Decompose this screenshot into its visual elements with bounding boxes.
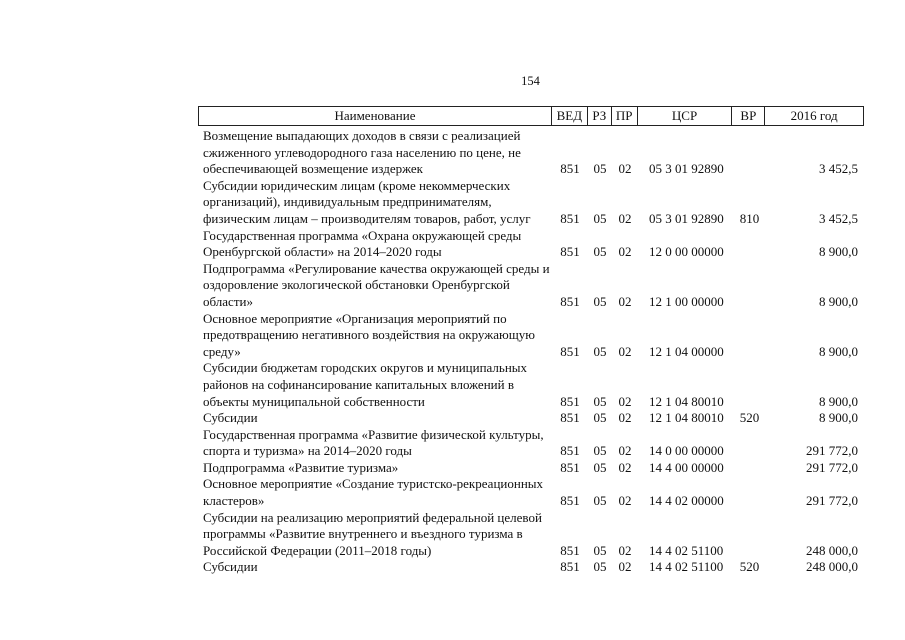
row-csr: 14 0 00 00000 (649, 443, 724, 459)
row-name-line: Субсидии на реализацию мероприятий федеральной целевой (203, 509, 542, 525)
row-pr: 02 (618, 493, 632, 509)
row-sum: 248 000,0 (806, 542, 858, 558)
row-pr: 02 (618, 244, 632, 260)
row-name-line: предотвращению негативного воздействия на окружающую (203, 327, 535, 343)
row-sum: 3 452,5 (819, 161, 858, 177)
row-name-line: кластеров» (203, 493, 265, 509)
row-name-line: среду» (203, 343, 241, 359)
row-csr: 14 4 00 00000 (649, 459, 724, 475)
table-row (198, 311, 864, 361)
row-pr: 02 (618, 410, 632, 426)
row-name (198, 510, 552, 560)
row-sum: 8 900,0 (819, 343, 858, 359)
row-ved: 851 (560, 393, 580, 409)
table-row (198, 128, 864, 178)
row-name-line: Государственная программа «Развитие физической культуры, (203, 426, 544, 442)
row-rz: 05 (593, 410, 607, 426)
row-sum: 8 900,0 (819, 244, 858, 260)
row-pr: 02 (618, 293, 632, 309)
table-row (198, 261, 864, 311)
header-csr: ЦСР (638, 107, 733, 125)
row-sum: 291 772,0 (806, 443, 858, 459)
row-rz: 05 (593, 542, 607, 558)
row-sum: 3 452,5 (819, 210, 858, 226)
row-csr: 14 4 02 51100 (649, 542, 724, 558)
row-vr: 520 (739, 559, 760, 575)
table-row (198, 427, 864, 460)
row-csr: 12 1 04 80010 (649, 393, 724, 409)
row-name-line: Субсидии (203, 559, 258, 575)
row-name-line: организаций), индивидуальным предпринимателям, (203, 194, 492, 210)
row-name (198, 261, 552, 311)
row-rz: 05 (593, 443, 607, 459)
row-rz: 05 (593, 210, 607, 226)
row-name (198, 228, 552, 261)
row-name-line: Государственная программа «Охрана окружающей среды (203, 227, 522, 243)
row-ved: 851 (560, 542, 580, 558)
header-ved: ВЕД (552, 107, 588, 125)
row-pr: 02 (618, 443, 632, 459)
table-row (198, 360, 864, 410)
header-pr: ПР (612, 107, 638, 125)
row-name (198, 360, 552, 410)
row-name-line: обеспечивающей возмещение издержек (203, 161, 423, 177)
row-name-line: физическим лицам – производителям товаров, работ, услуг (203, 210, 531, 226)
row-csr: 14 4 02 51100 (649, 559, 724, 575)
row-csr: 05 3 01 92890 (649, 161, 724, 177)
row-name-line: объекты муниципальной собственности (203, 393, 425, 409)
row-name-line: Российской Федерации (2011–2018 годы) (203, 542, 432, 558)
row-ved: 851 (560, 293, 580, 309)
table-row (198, 460, 864, 477)
row-name-line: программы «Развитие внутреннего и въездного туризма в (203, 526, 523, 542)
header-rz: РЗ (588, 107, 612, 125)
row-ved: 851 (560, 559, 580, 575)
row-name-line: Подпрограмма «Регулирование качества окружающей среды и (203, 260, 550, 276)
row-pr: 02 (618, 343, 632, 359)
row-sum: 291 772,0 (806, 493, 858, 509)
row-name (198, 178, 552, 228)
row-name-line: Возмещение выпадающих доходов в связи с реализацией (203, 128, 521, 143)
row-name (198, 410, 552, 427)
row-rz: 05 (593, 293, 607, 309)
header-vr: ВР (732, 107, 765, 125)
row-sum: 248 000,0 (806, 559, 858, 575)
row-rz: 05 (593, 343, 607, 359)
row-ved: 851 (560, 343, 580, 359)
row-name (198, 311, 552, 361)
row-name (198, 476, 552, 509)
row-ved: 851 (560, 410, 580, 426)
row-csr: 12 1 04 00000 (649, 343, 724, 359)
row-pr: 02 (618, 459, 632, 475)
table-row (198, 228, 864, 261)
row-csr: 05 3 01 92890 (649, 210, 724, 226)
row-name-line: районов на софинансирование капитальных вложений в (203, 376, 514, 392)
table-row (198, 510, 864, 560)
row-vr: 520 (739, 410, 760, 426)
row-name-line: Субсидии (203, 410, 258, 426)
row-csr: 12 1 04 80010 (649, 410, 724, 426)
row-name-line: спорта и туризма» на 2014–2020 годы (203, 443, 412, 459)
row-pr: 02 (618, 559, 632, 575)
row-rz: 05 (593, 559, 607, 575)
row-rz: 05 (593, 459, 607, 475)
row-name-line: Субсидии бюджетам городских округов и муниципальных (203, 360, 528, 376)
row-sum: 291 772,0 (806, 459, 858, 475)
table-row (198, 476, 864, 509)
header-name: Наименование (199, 107, 552, 125)
row-name-line: области» (203, 293, 253, 309)
row-ved: 851 (560, 459, 580, 475)
row-name (198, 427, 552, 460)
row-ved: 851 (560, 443, 580, 459)
page-number: 154 (521, 74, 540, 88)
table-header (198, 106, 864, 126)
row-name-line: Основное мероприятие «Организация мероприятий по (203, 310, 507, 326)
row-name-line: Основное мероприятие «Создание туристско-рекреационных (203, 476, 544, 492)
row-name (198, 128, 552, 178)
row-name-line: сжиженного углеводородного газа населению по цене, не (203, 144, 521, 160)
row-ved: 851 (560, 493, 580, 509)
row-sum: 8 900,0 (819, 393, 858, 409)
row-csr: 12 0 00 00000 (649, 244, 724, 260)
row-name-line: Подпрограмма «Развитие туризма» (203, 459, 399, 475)
row-csr: 14 4 02 00000 (649, 493, 724, 509)
row-pr: 02 (618, 542, 632, 558)
row-csr: 12 1 00 00000 (649, 293, 724, 309)
row-vr: 810 (739, 210, 760, 226)
table-body (198, 128, 864, 576)
row-rz: 05 (593, 244, 607, 260)
row-name-line: Субсидии юридическим лицам (кроме некоммерческих (203, 177, 511, 193)
row-name (198, 559, 552, 576)
table-row (198, 559, 864, 576)
row-rz: 05 (593, 393, 607, 409)
row-pr: 02 (618, 210, 632, 226)
header-year: 2016 год (790, 108, 838, 123)
row-rz: 05 (593, 161, 607, 177)
row-ved: 851 (560, 244, 580, 260)
row-name-line: оздоровление экологической обстановки Оренбургской (203, 277, 510, 293)
row-rz: 05 (593, 493, 607, 509)
row-sum: 8 900,0 (819, 293, 858, 309)
row-name-line: Оренбургской области» на 2014–2020 годы (203, 244, 442, 260)
row-ved: 851 (560, 210, 580, 226)
row-sum: 8 900,0 (819, 410, 858, 426)
table-row (198, 410, 864, 427)
row-pr: 02 (618, 393, 632, 409)
row-name (198, 460, 552, 477)
row-ved: 851 (560, 161, 580, 177)
row-pr: 02 (618, 161, 632, 177)
table-row (198, 178, 864, 228)
